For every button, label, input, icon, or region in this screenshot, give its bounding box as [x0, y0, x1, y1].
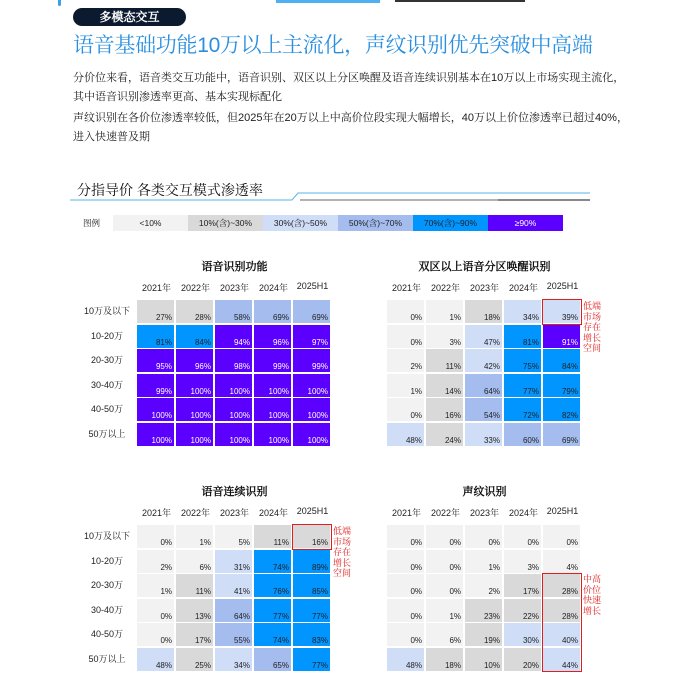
heatmap-cell: 77% — [293, 648, 330, 671]
heatmap-cell: 100% — [176, 374, 213, 397]
annotation-note: 低端市场存在增长空间 — [333, 526, 352, 578]
heatmap-cell: 0% — [137, 623, 174, 646]
legend-swatch: <10% — [113, 215, 188, 231]
heatmap-cell: 82% — [543, 398, 580, 421]
heatmap-cell: 81% — [504, 325, 541, 348]
heatmap-cell: 100% — [137, 398, 174, 421]
legend-swatch: 10%(含)~30% — [188, 215, 263, 231]
heatmap-cell: 100% — [293, 423, 330, 446]
section-title: 分指导价 各类交互模式渗透率 — [77, 182, 263, 198]
row-header: 10万及以下 — [83, 531, 130, 541]
heatmap-cell: 95% — [137, 349, 174, 372]
heatmap-cell: 98% — [215, 349, 252, 372]
heatmap-cell: 79% — [543, 374, 580, 397]
column-header: 2021年 — [391, 283, 422, 293]
heatmap-cell: 6% — [426, 623, 463, 646]
heatmap-cell: 11% — [426, 349, 463, 372]
paragraph-2: 声纹识别在各价位渗透率较低，但2025年在20万以上中高价位段实现大幅增长，40万以上价位渗透率已超过40%，进入快速普及期 — [73, 112, 628, 143]
heatmap-cell: 5% — [215, 525, 252, 548]
heatmap-cell: 1% — [137, 574, 174, 597]
column-header: 2022年 — [430, 508, 461, 518]
heatmap-cell: 1% — [426, 599, 463, 622]
heatmap-cell: 28% — [543, 599, 580, 622]
heatmap-cell: 100% — [137, 423, 174, 446]
heatmap-cell: 0% — [426, 574, 463, 597]
heatmap-cell: 14% — [426, 374, 463, 397]
panel-title: 声纹识别 — [462, 486, 507, 498]
row-header: 40-50万 — [90, 404, 124, 414]
panel-title: 语音识别功能 — [201, 261, 268, 273]
highlight-box — [542, 299, 582, 325]
heatmap-cell: 60% — [504, 423, 541, 446]
page-headline: 语音基础功能10万以上主流化，声纹识别优先突破中高端 — [73, 34, 593, 57]
heatmap-cell: 65% — [254, 648, 291, 671]
heatmap-cell: 24% — [426, 423, 463, 446]
heatmap-cell: 69% — [543, 423, 580, 446]
legend-swatch: ≥90% — [488, 215, 563, 231]
heatmap-cell: 69% — [254, 300, 291, 323]
heatmap-cell: 84% — [176, 325, 213, 348]
heatmap-cell: 0% — [504, 525, 541, 548]
column-header: 2025H1 — [546, 281, 579, 291]
heatmap-cell: 94% — [215, 325, 252, 348]
heatmap-cell: 48% — [387, 423, 424, 446]
heatmap-cell: 0% — [387, 325, 424, 348]
heatmap-cell: 2% — [465, 574, 502, 597]
heatmap-cell: 96% — [254, 325, 291, 348]
heatmap-cell: 34% — [215, 648, 252, 671]
heatmap-cell: 99% — [137, 374, 174, 397]
annotation-note: 低端市场存在增长空间 — [583, 301, 602, 353]
top-decoration-right — [395, 0, 525, 2]
heatmap-cell: 1% — [176, 525, 213, 548]
heatmap-cell: 0% — [387, 550, 424, 573]
heatmap-cell: 31% — [215, 550, 252, 573]
heatmap-cell: 100% — [293, 374, 330, 397]
heatmap-cell: 20% — [504, 648, 541, 671]
heatmap-cell: 34% — [504, 300, 541, 323]
heatmap-cell: 17% — [176, 623, 213, 646]
heatmap-cell: 2% — [387, 349, 424, 372]
heatmap-cell: 18% — [426, 648, 463, 671]
heatmap-cell: 69% — [293, 300, 330, 323]
column-header: 2024年 — [508, 508, 539, 518]
row-header: 20-30万 — [90, 580, 124, 590]
heatmap-cell: 0% — [387, 300, 424, 323]
panel-title: 双区以上语音分区唤醒识别 — [418, 261, 551, 273]
heatmap-cell: 72% — [504, 398, 541, 421]
heatmap-cell: 64% — [215, 599, 252, 622]
column-header: 2021年 — [141, 283, 172, 293]
column-header: 2025H1 — [546, 506, 579, 516]
legend-swatch: 50%(含)~70% — [338, 215, 413, 231]
heatmap-cell: 10% — [465, 648, 502, 671]
heatmap-cell: 89% — [293, 550, 330, 573]
paragraph-1: 分价位来看，语音类交互功能中，语音识别、双区以上分区唤醒及语音连续识别基本在10万以上市场实现主流化，其中语音识别渗透率更高、基本实现标配化 — [73, 72, 625, 103]
column-header: 2023年 — [469, 283, 500, 293]
row-header: 10万及以下 — [83, 306, 130, 316]
legend-label: 图例 — [83, 218, 101, 228]
heatmap-cell: 100% — [215, 374, 252, 397]
heatmap-cell: 1% — [387, 374, 424, 397]
heatmap-cell: 99% — [254, 349, 291, 372]
heatmap-cell: 16% — [426, 398, 463, 421]
column-header: 2024年 — [508, 283, 539, 293]
column-header: 2025H1 — [296, 281, 329, 291]
heatmap-cell: 0% — [465, 525, 502, 548]
heatmap-cell: 3% — [504, 550, 541, 573]
heatmap-cell: 18% — [465, 300, 502, 323]
heatmap-cell: 25% — [176, 648, 213, 671]
row-header: 50万以上 — [88, 428, 126, 439]
heatmap-cell: 100% — [215, 398, 252, 421]
top-decoration-mid — [276, 0, 380, 3]
legend-swatch: 30%(含)~50% — [263, 215, 338, 231]
column-header: 2022年 — [180, 508, 211, 518]
heatmap-cell: 0% — [426, 525, 463, 548]
heatmap-cell: 96% — [176, 349, 213, 372]
heatmap-cell: 100% — [215, 423, 252, 446]
heatmap-cell: 19% — [465, 623, 502, 646]
heatmap-cell: 1% — [465, 550, 502, 573]
heatmap-cell: 100% — [293, 398, 330, 421]
heatmap-cell: 75% — [504, 349, 541, 372]
row-header: 30-40万 — [90, 379, 124, 390]
heatmap-cell: 55% — [215, 623, 252, 646]
row-header: 10-20万 — [90, 330, 124, 341]
heatmap-cell: 100% — [254, 374, 291, 397]
highlight-box — [292, 524, 332, 550]
heatmap-cell: 13% — [176, 599, 213, 622]
heatmap-cell: 44% — [543, 648, 580, 671]
heatmap-cell: 6% — [176, 550, 213, 573]
heatmap-cell: 0% — [543, 525, 580, 548]
column-header: 2024年 — [258, 283, 289, 293]
heatmap-cell: 17% — [504, 574, 541, 597]
heatmap-cell: 40% — [543, 623, 580, 646]
heatmap-cell: 100% — [176, 398, 213, 421]
column-header: 2022年 — [180, 283, 211, 293]
heatmap-cell: 41% — [215, 574, 252, 597]
section-tag: 多模态交互 — [73, 8, 186, 26]
panel-title: 语音连续识别 — [201, 486, 268, 498]
heatmap-cell: 97% — [293, 325, 330, 348]
top-decoration-left — [58, 0, 61, 6]
heatmap-cell: 3% — [426, 325, 463, 348]
column-header: 2023年 — [219, 283, 250, 293]
heatmap-cell: 11% — [254, 525, 291, 548]
heatmap-cell: 54% — [465, 398, 502, 421]
heatmap-cell: 0% — [387, 525, 424, 548]
heatmap-cell: 100% — [254, 398, 291, 421]
heatmap-cell: 42% — [465, 349, 502, 372]
legend — [75, 215, 563, 231]
legend-swatch: 70%(含)~90% — [413, 215, 488, 231]
annotation-note: 中高价位快速增长 — [583, 574, 602, 616]
column-header: 2021年 — [141, 508, 172, 518]
heatmap-cell: 74% — [254, 623, 291, 646]
heatmap-cell: 77% — [293, 599, 330, 622]
heatmap-cell: 33% — [465, 423, 502, 446]
heatmap-cell: 77% — [254, 599, 291, 622]
heatmap-cell: 76% — [254, 574, 291, 597]
heatmap-cell: 2% — [137, 550, 174, 573]
column-header: 2023年 — [219, 508, 250, 518]
heatmap-cell: 4% — [543, 550, 580, 573]
heatmap-cell: 0% — [426, 550, 463, 573]
heatmap-cell: 0% — [387, 398, 424, 421]
row-header: 20-30万 — [90, 355, 124, 365]
heatmap-cell: 0% — [387, 623, 424, 646]
heatmap-cell: 0% — [137, 525, 174, 548]
heatmap-cell: 48% — [387, 648, 424, 671]
column-header: 2022年 — [430, 283, 461, 293]
heatmap-cell: 48% — [137, 648, 174, 671]
heatmap-cell: 74% — [254, 550, 291, 573]
column-header: 2023年 — [469, 508, 500, 518]
heatmap-cell: 11% — [176, 574, 213, 597]
column-header: 2024年 — [258, 508, 289, 518]
heatmap-cell: 28% — [543, 574, 580, 597]
row-header: 50万以上 — [88, 653, 126, 664]
heatmap-cell: 85% — [293, 574, 330, 597]
heatmap-cell: 16% — [293, 525, 330, 548]
heatmap-cell: 47% — [465, 325, 502, 348]
heatmap-cell: 100% — [176, 423, 213, 446]
heatmap-cell: 23% — [465, 599, 502, 622]
heatmap-cell: 0% — [387, 574, 424, 597]
heatmap-cell: 81% — [137, 325, 174, 348]
heatmap-cell: 64% — [465, 374, 502, 397]
heatmap-cell: 22% — [504, 599, 541, 622]
row-header: 10-20万 — [90, 555, 124, 566]
heatmap-cell: 1% — [426, 300, 463, 323]
heatmap-cell: 39% — [543, 300, 580, 323]
heatmap-cell: 0% — [387, 599, 424, 622]
title-divider — [70, 192, 590, 206]
heatmap-cell: 28% — [176, 300, 213, 323]
heatmap-cell: 100% — [254, 423, 291, 446]
heatmap-cell: 30% — [504, 623, 541, 646]
heatmap-cell: 0% — [137, 599, 174, 622]
heatmap-cell: 84% — [543, 349, 580, 372]
heatmap-cell: 91% — [543, 325, 580, 348]
heatmap-cell: 58% — [215, 300, 252, 323]
row-header: 30-40万 — [90, 604, 124, 615]
heatmap-cell: 99% — [293, 349, 330, 372]
heatmap-cell: 83% — [293, 623, 330, 646]
column-header: 2025H1 — [296, 506, 329, 516]
heatmap-cell: 27% — [137, 300, 174, 323]
heatmap-cell: 77% — [504, 374, 541, 397]
row-header: 40-50万 — [90, 629, 124, 639]
column-header: 2021年 — [391, 508, 422, 518]
highlight-box — [542, 573, 582, 672]
